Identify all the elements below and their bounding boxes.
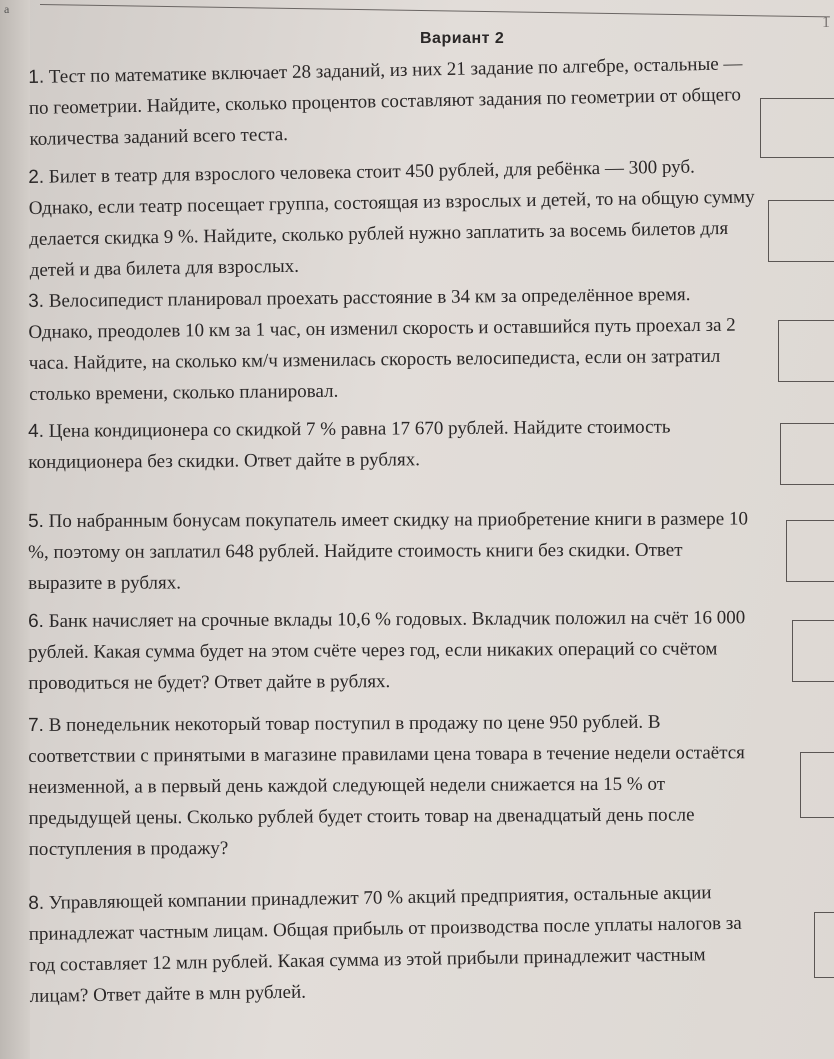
task-1 [28,48,760,155]
task-3 [28,278,759,410]
task-number: 6. [28,610,44,632]
margin-letter: а [4,2,10,16]
task-2 [28,151,760,286]
task-8 [28,877,760,1012]
task-text: Управляющей компании принадлежит 70 % акций предприятия, остальные акции принадлежат частным лицам. Общая прибыль от производства после уплаты налогов за год составляет 12 млн рублей. Какая сумма из этой прибыли принадлежит частным лицам? Ответ дайте в млн рублей. [28,882,742,1007]
task-text: Тест по математике включает 28 заданий, из них 21 задание по алгебре, остальные — по геометрии. Найдите, сколько процентов составляют задания по геометрии от общего количества заданий всего теста. [28,53,743,150]
task-number: 2. [28,166,45,188]
task-text: Банк начисляет на срочные вклады 10,6 % годовых. Вкладчик положил на счёт 16 000 рублей. Какая сумма будет на этом счёте через год, если никаких операций со счётом проводиться не будет? Ответ дайте в рублях. [28,607,746,694]
header-rule [40,4,830,17]
variant-title: Вариант 2 [420,30,505,47]
task-6 [28,602,758,699]
answer-box-5[interactable] [786,520,834,582]
answer-box-7[interactable] [800,752,834,818]
task-text: Билет в театр для взрослого человека стоит 450 рублей, для ребёнка — 300 руб. Однако, если театр посещает группа, состоящая из взрослых и детей, то на общую сумму делается скидка 9 %. Найдите, сколько рублей нужно заплатить за восемь билетов для детей и два билета для взрослых. [28,156,755,281]
task-number: 8. [28,892,45,914]
answer-box-4[interactable] [780,423,834,485]
task-text: Цена кондиционера со скидкой 7 % равна 17 670 рублей. Найдите стоимость кондиционера без скидки. Ответ дайте в рублях. [28,416,671,473]
task-text: В понедельник некоторый товар поступил в продажу по цене 950 рублей. В соответствии с принятыми в магазине правилами цена товара в течение недели остаётся неизменной, а в первый день каждой следующей недели снижается на 15 % от предыдущей цены. Сколько рублей будет стоить товар на двенадцатый день после поступления в продажу? [28,711,745,860]
task-number: 1. [28,66,45,88]
task-5 [28,503,758,599]
task-7 [28,706,759,865]
task-text: По набранным бонусам покупатель имеет скидку на приобретение книги в размере 10 %, поэтому он заплатил 648 рублей. Найдите стоимость книги без скидки. Ответ выразите в рублях. [28,508,749,594]
task-number: 3. [28,290,45,312]
answer-box-1[interactable] [760,98,834,158]
task-text: Велосипедист планировал проехать расстояние в 34 км за определённое время. Однако, преодолев 10 км за 1 час, он изменил скорость и оставшийся путь проехал за 2 часа. Найдите, на сколько км/ч изменилась скорость велосипедиста, если он затратил столько времени, сколько планировал. [28,284,736,405]
task-4 [28,411,758,478]
page-binding-strip [0,0,30,1059]
task-number: 7. [28,714,44,736]
answer-box-8[interactable] [814,912,834,978]
answer-box-3[interactable] [778,320,834,382]
task-number: 5. [28,510,44,532]
corner-number: 1 [822,14,830,31]
task-number: 4. [28,420,45,442]
answer-box-6[interactable] [792,620,834,682]
answer-box-2[interactable] [768,200,834,262]
